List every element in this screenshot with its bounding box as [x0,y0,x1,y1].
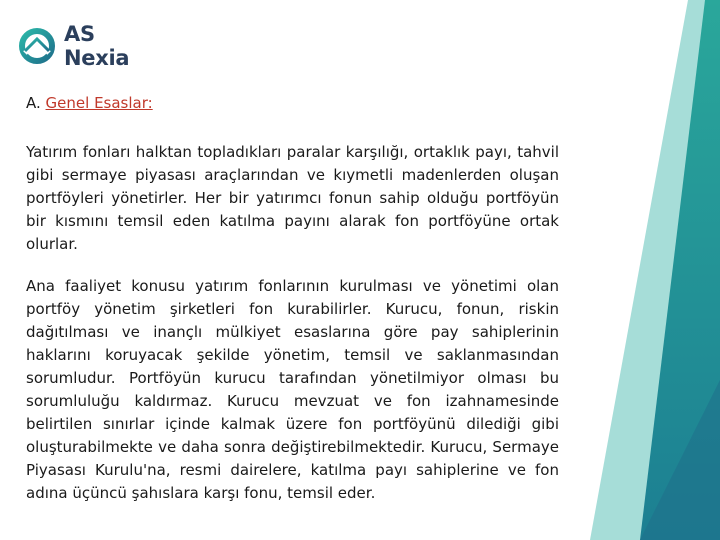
section-heading [26,94,153,112]
nexia-logo-icon [16,28,58,64]
logo-line-2: Nexia [64,46,130,70]
company-logo [16,22,136,74]
paragraph-2: Ana faaliyet konusu yatırım fonlarının kurulması ve yönetimi olan portföy yönetim şirketleri fon kurabilirler. Kurucu, fonun, riskin dağıtılması ve inançlı mülkiyet esaslarına göre pay sahiplerinin haklarını koruyacak şekilde yönetim, temsil ve saklanmasından sorumludur. Portföyün kurucu tarafından yönetilmiyor olması bu sorumluluğu kaldırmaz. Kurucu mevzuat ve fon izahnamesinde belirtilen sınırlar içinde kalmak üzere fon portföyünü dilediği gibi oluşturabilmekte ve daha sonra değiştirebilmektedir. Kurucu, Sermaye Piyasası Kurulu'na, resmi dairelere, katılma payı sahiplerine ve fon adına üçüncü şahıslara karşı fonu, temsil eder. [26,277,559,502]
logo-line-1: AS [64,22,95,46]
section-number: A. [26,94,41,112]
logo-wordmark [64,22,129,70]
paragraph-1: Yatırım fonları halktan topladıkları paralar karşılığı, ortaklık payı, tahvil gibi sermaye piyasası araçlarından ve kıymetli madenlerden oluşan portföyleri yönetirler. Her bir yatırımcı fonun sahip olduğu portföyün bir kısmını temsil eden katılma payını alarak fon portföyüne ortak olurlar. [26,143,559,253]
section-title: Genel Esaslar: [45,94,153,112]
